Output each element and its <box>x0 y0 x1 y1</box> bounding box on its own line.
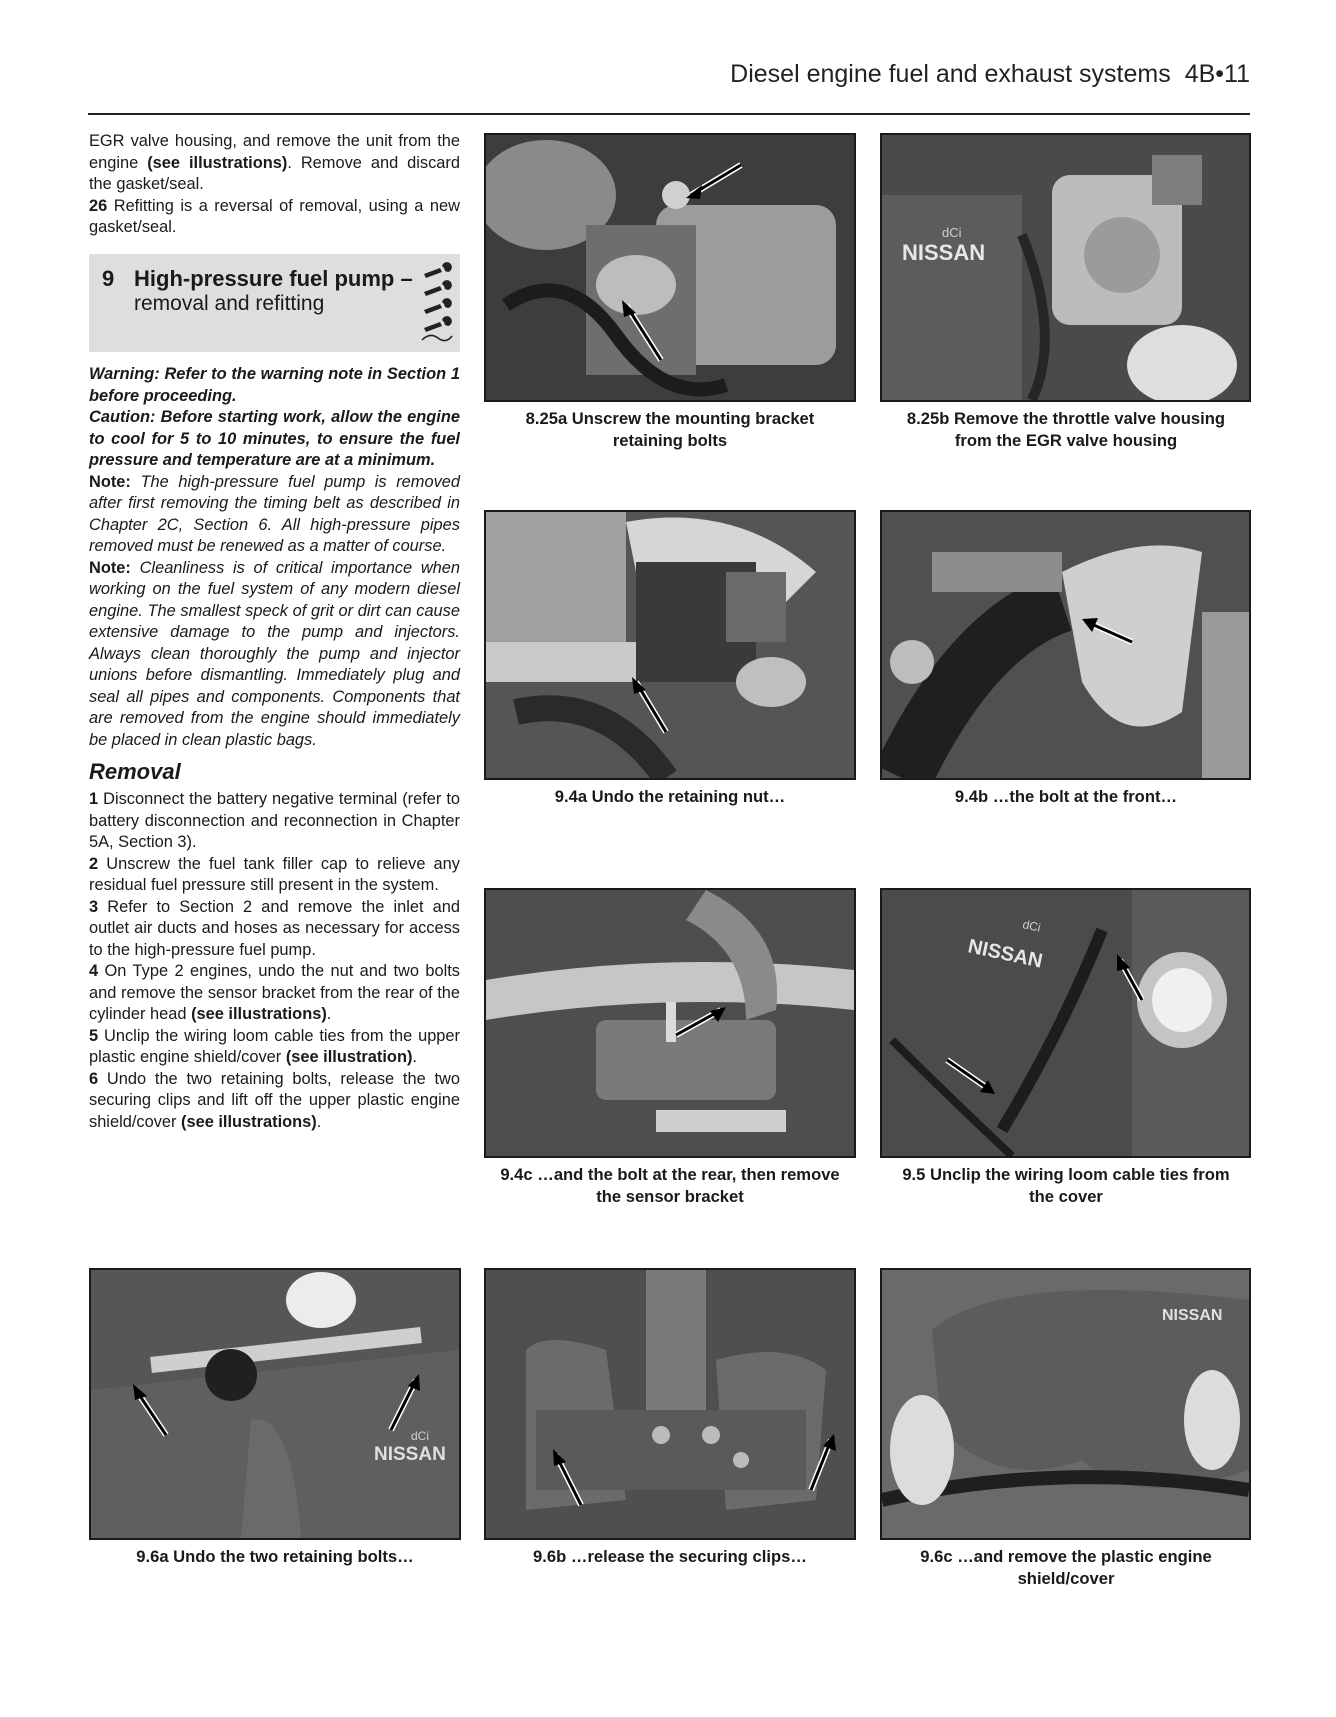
step-text: Unclip the wiring loom cable ties from the upper plastic engine shield/cover <box>89 1026 461 1066</box>
caption-line: the sensor bracket <box>596 1186 744 1206</box>
figure-caption-9-5 <box>880 1164 1252 1207</box>
step-number: 4 <box>89 962 99 980</box>
wrench-difficulty-icon <box>420 262 454 344</box>
caution-text: Caution: Before starting work, allow the engine to cool for 5 to 10 minutes, to ensure the fuel pressure and temperature are at a minimum. <box>89 408 460 469</box>
note-label: Note: <box>89 472 131 491</box>
step-text: Refitting is a reversal of removal, using a new gasket/seal. <box>89 196 460 236</box>
warning-notes-block <box>89 364 460 1133</box>
nissan-logo-text: NISSAN <box>1162 1307 1223 1324</box>
caption-line: 9.6b …release the securing clips… <box>533 1547 807 1566</box>
caption-line: 8.25a Unscrew the mounting bracket <box>525 409 815 428</box>
figure-photo-9-6b <box>484 1268 856 1540</box>
figure-photo-8-25a <box>484 133 856 402</box>
section-subtitle: removal and refitting <box>134 292 325 315</box>
figure-photo-9-6c <box>880 1268 1251 1540</box>
step-text: Disconnect the battery negative terminal (refer to battery disconnection and reconnection in Chapter 5A, Section 3). <box>89 790 460 851</box>
figure-caption-9-4a <box>484 786 856 808</box>
nissan-logo-text: NISSAN <box>965 935 1045 973</box>
figure-photo-9-5 <box>880 888 1251 1158</box>
figure-photo-8-25b <box>880 133 1251 402</box>
intro-text: EGR valve housing, and remove the unit from the engine <box>89 132 460 172</box>
page-header <box>730 60 1250 89</box>
caption-line: 8.25b Remove the throttle valve housing <box>906 409 1226 428</box>
step-text: On Type 2 engines, undo the nut and two bolts and remove the sensor bracket from the rear of the cylinder head <box>89 962 460 1023</box>
dci-logo-text: dCi <box>411 1429 430 1443</box>
note-text: Cleanliness is of critical importance when working on the fuel system of any modern diesel engine. The smallest speck of grit or dirt can cause extensive damage to the pump and injectors. Always clean thoroughly the pump and injector unions before dismantling. Immediately plug and seal all pipes and components. Components that are removed from the engine should immediately be placed in clean plastic bags. <box>89 558 460 749</box>
step-tail: . <box>412 1048 417 1066</box>
figure-caption-9-6a <box>89 1546 461 1568</box>
figure-photo-9-4b <box>880 510 1251 780</box>
figure-caption-9-6b <box>484 1546 856 1568</box>
figure-photo-9-4a <box>484 510 856 780</box>
step-ref: (see illustrations) <box>181 1112 317 1131</box>
step-text: Unscrew the fuel tank filler cap to relieve any residual fuel pressure still present in the system. <box>89 854 460 894</box>
step-number: 1 <box>89 790 99 808</box>
intro-text-block <box>89 131 460 239</box>
caption-line: retaining bolts <box>612 430 728 450</box>
step-ref: (see illustrations) <box>191 1005 327 1023</box>
note-label: Note: <box>89 558 131 577</box>
warning-text: Warning: Refer to the warning note in Section 1 before proceeding. <box>89 365 460 405</box>
caption-line: the cover <box>1029 1186 1103 1206</box>
step-number: 3 <box>89 897 99 916</box>
figure-caption-9-4c <box>484 1164 856 1207</box>
nissan-logo-text: NISSAN <box>902 240 986 265</box>
caption-line: 9.4a Undo the retaining nut… <box>554 787 786 806</box>
step-text: Refer to Section 2 and remove the inlet and outlet air ducts and hoses as necessary for access to the high-pressure fuel pump. <box>89 897 461 959</box>
caption-line: shield/cover <box>1017 1568 1115 1588</box>
figure-photo-9-6a <box>89 1268 461 1540</box>
step-number: 26 <box>89 196 108 215</box>
figure-caption-9-4b <box>880 786 1252 808</box>
header-title: Diesel engine fuel and exhaust systems <box>730 60 1171 88</box>
intro-tail: . Remove and discard the gasket/seal. <box>89 153 460 193</box>
caption-line: 9.4c …and the bolt at the rear, then remove <box>500 1165 840 1184</box>
section-title: High-pressure fuel pump – <box>134 266 413 291</box>
caption-line: from the EGR valve housing <box>954 430 1178 450</box>
header-rule <box>88 113 1250 115</box>
step-ref: (see illustration) <box>285 1048 413 1066</box>
step-text: Undo the two retaining bolts, release the two securing clips and lift off the upper plastic engine shield/cover <box>89 1069 460 1131</box>
step-number: 5 <box>89 1026 99 1045</box>
dci-logo-text: dCi <box>1021 917 1042 935</box>
caption-line: 9.6c …and remove the plastic engine <box>920 1547 1212 1566</box>
dci-logo-text: dCi <box>942 225 962 240</box>
removal-heading: Removal <box>89 759 181 784</box>
step-tail: . <box>316 1112 322 1131</box>
step-number: 6 <box>89 1069 99 1088</box>
section-heading-box <box>89 254 460 352</box>
caption-line: 9.4b …the bolt at the front… <box>954 787 1178 806</box>
page-number: 4B•11 <box>1184 60 1250 88</box>
intro-ref: (see illustrations) <box>147 153 288 172</box>
figure-photo-9-4c <box>484 888 856 1158</box>
nissan-logo-text: NISSAN <box>374 1444 446 1465</box>
step-number: 2 <box>89 854 99 873</box>
caption-line: 9.6a Undo the two retaining bolts… <box>136 1547 414 1566</box>
caption-line: 9.5 Unclip the wiring loom cable ties from <box>902 1165 1230 1184</box>
section-number: 9 <box>102 266 115 291</box>
note-text: The high-pressure fuel pump is removed after first removing the timing belt as described in Chapter 2C, Section 6. All high-pressure pipes removed must be renewed as a matter of course. <box>89 472 460 555</box>
figure-caption-8-25b <box>880 408 1252 451</box>
step-tail: . <box>326 1005 332 1023</box>
figure-caption-8-25a <box>484 408 856 451</box>
figure-caption-9-6c <box>880 1546 1252 1589</box>
